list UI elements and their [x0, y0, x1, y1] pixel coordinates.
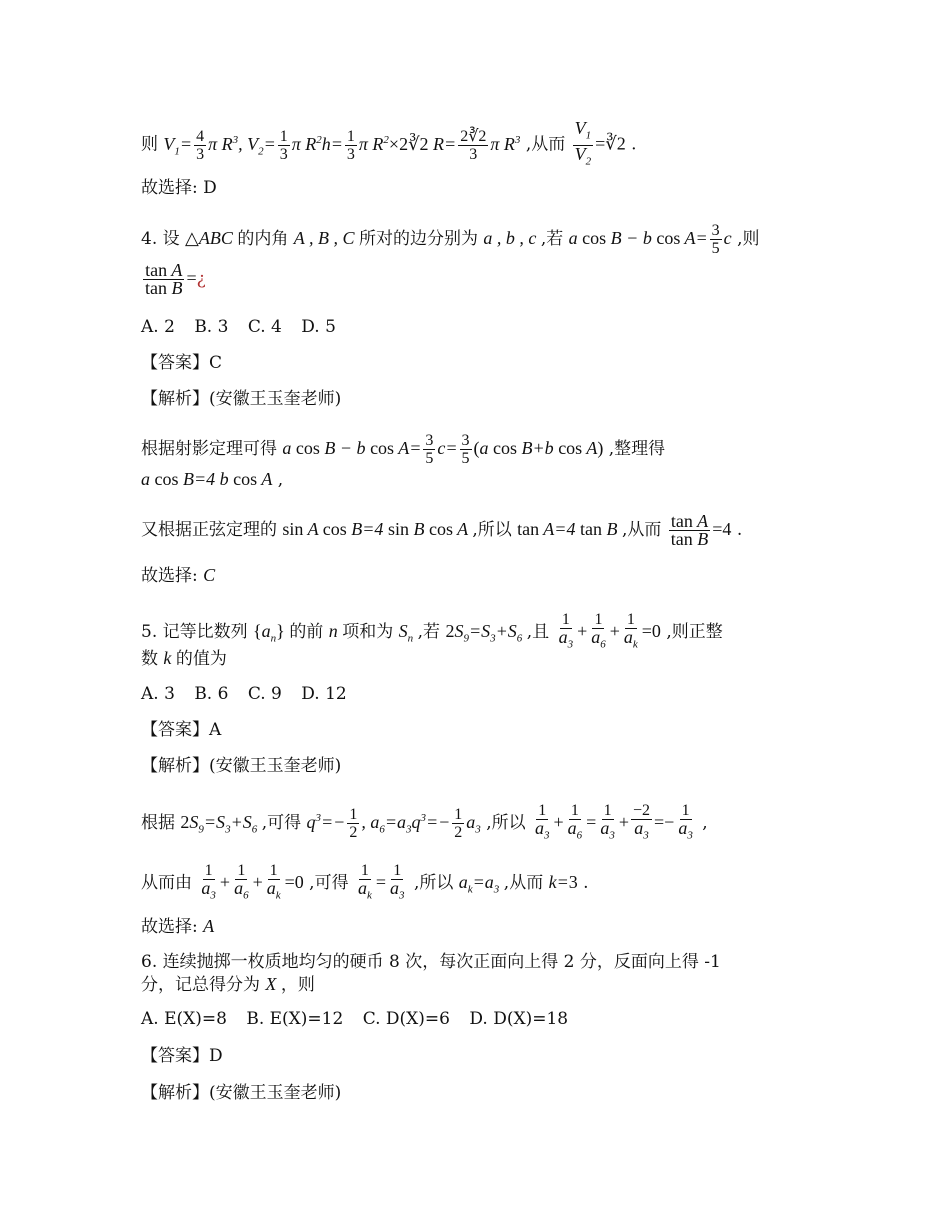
q6-options: A. E(X)=8 B. E(X)=12 C. D(X)=6 D. D(X)=18	[141, 1009, 569, 1029]
q6-stem-line2: 分，记总得分为 X ，则	[141, 974, 315, 995]
q5-analysis-line2: 从而由 $\frac{1}{a_3}$ + $\frac{1}{a_6}$ + $\frac{1}{a_k}$ =0 ,可得 $\frac{1}{a_k}$ = $\frac{1}{a_3}$ ,所以 $a_k=a_3$ ,从而 k=3 .	[141, 862, 589, 902]
q6-analysis-header: 【解析】(安徽王玉奎老师)	[141, 1083, 342, 1103]
q4-analysis-line1: 根据射影定理可得 a cos B − b cos A= $\frac{3}{5}$ c= $\frac{3}{5}$ (a cos B+b cos A) ,整理得	[141, 432, 666, 467]
q6-answer: 【答案】D	[141, 1046, 223, 1066]
q5-options: A. 3 B. 6 C. 9 D. 12	[141, 684, 347, 704]
q4-analysis-line3: 又根据正弦定理的 sin A cos B=4 sin B cos A ,所以 tan A=4 tan B ,从而 $\frac{\text{tan A}}{\text{tan B}}$ =4 .	[141, 511, 743, 549]
q5-selection: 故选择: A	[141, 916, 215, 937]
q4-stem-line2: $\frac{\text{tan A}}{\text{tan B}}$ =¿	[145, 260, 206, 298]
q4-selection: 故选择: C	[141, 565, 216, 586]
q5-stem-line2: 数 k 的值为	[141, 648, 227, 669]
q5-stem-line1: 5. 记等比数列 $\{a_n\}$ 的前 n 项和为 $S_n$ ,若 $2S_9=S_3+S_6$ ,且 $\frac{1}{a_3}$ + $\frac{1}{a_6}$ + $\frac{1}{a_k}$ =0 ,则正整	[141, 611, 723, 651]
q3-thus: ,从而	[525, 134, 566, 155]
q6-stem-line1: 6. 连续抛掷一枚质地均匀的硬币 8 次，每次正面向上得 2 分，反面向上得 -1	[141, 952, 721, 972]
q3-then: 则	[141, 134, 158, 155]
q3-selection: 故选择: D	[141, 178, 217, 198]
q5-analysis-line1: 根据 $2S_9=S_3+S_6$ ,可得 $q^3=-$ $\frac{1}{2}$ , $a_6=a_3q^3=-$ $\frac{1}{2}$ $a_3$ ,所以 $\frac{1}{a_3}$ + $\frac{1}{a_6}$ = $\frac{1}{a_3}$ + $\frac{-2}{a_3}$ =− $\frac{1}{a_3}$ ,	[141, 802, 708, 842]
q4-analysis-header: 【解析】(安徽王玉奎老师)	[141, 389, 342, 409]
q4-options: A. 2 B. 3 C. 4 D. 5	[141, 317, 336, 337]
q5-answer: 【答案】A	[141, 720, 222, 740]
q4-stem-line1: 4. 设 △ABC 的内角 A , B , C 所对的边分别为 a , b , c ,若 a cos B − b cos A= $\frac{3}{5}$ c ,则	[141, 222, 760, 257]
q4-analysis-line2: a cos B=4 b cos A ,	[141, 469, 284, 490]
q3-formula-line: 则 $V_1=$ $\frac{4}{3}$ π $R^3$, $V_2=$ $\frac{1}{3}$ π $R^2h=$ $\frac{1}{3}$ π $R^2\times 2∛2$ R= $\frac{2∛2}{3}$ π $R^3$ ,从而 $\frac{V_1}{V_2}$ =∛2 .	[141, 118, 637, 168]
q4-answer: 【答案】C	[141, 353, 223, 373]
q5-analysis-header: 【解析】(安徽王玉奎老师)	[141, 756, 342, 776]
